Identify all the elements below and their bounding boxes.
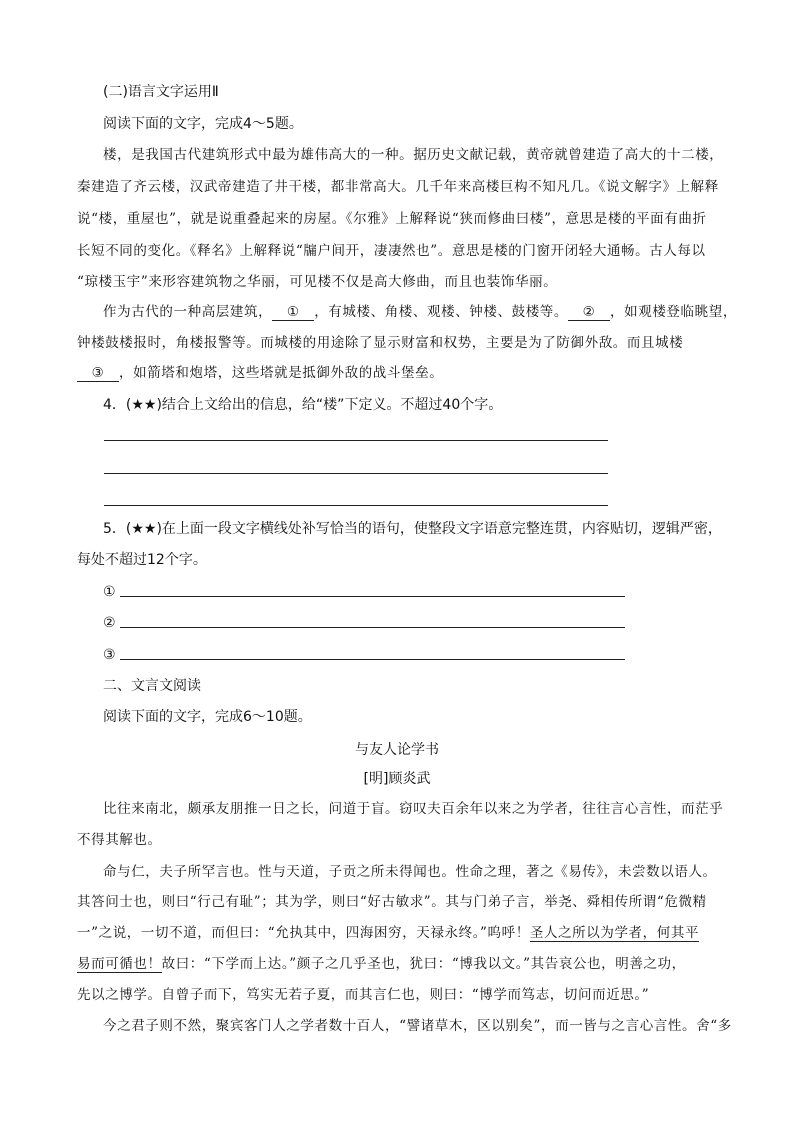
passage-text: 作为古代的一种高层建筑， xyxy=(103,304,273,320)
answer-line[interactable] xyxy=(104,505,608,506)
essay-line xyxy=(77,954,686,974)
essay-line xyxy=(77,923,699,943)
essay-title: 与友人论学书 xyxy=(355,742,439,758)
answer-line-2[interactable] xyxy=(103,613,116,633)
essay-line: 先以之博学。自曾子而下，笃实无若子夏，而其言仁也，则曰：“博学而笃志，切问而近思。” xyxy=(77,987,650,1003)
underlined-sentence: 圣人之所以为学者，何其平 xyxy=(529,925,700,941)
essay-text: 一”之说，一切不道，而但曰：“允执其中，四海困穷，天禄永终。”呜呼！ xyxy=(77,925,530,941)
passage-text: ，有城楼、角楼、观楼、钟楼、鼓楼等。 xyxy=(314,304,569,320)
question-4: 4．(★★)结合上文给出的信息，给“楼”下定义。不超过40个字。 xyxy=(103,397,503,413)
blank-3: ③ xyxy=(77,365,119,382)
blank-2: ② xyxy=(568,304,610,321)
answer-line[interactable] xyxy=(104,473,608,474)
passage-line xyxy=(77,363,443,383)
passage-text: ，如观楼登临眺望， xyxy=(610,304,737,320)
answer-line[interactable] xyxy=(104,440,608,441)
circled-number: ③ xyxy=(103,647,116,663)
instruction: 阅读下面的文字，完成6～10题。 xyxy=(103,709,312,725)
question-5: 5．(★★)在上面一段文字横线处补写恰当的语句，使整段文字语意完整连贯，内容贴切，逻辑严密， xyxy=(103,521,722,537)
answer-line-3[interactable] xyxy=(103,645,116,665)
essay-line: 今之君子则不然，聚宾客门人之学者数十百人，“譬诸草木，区以别矣”，而一皆与之言心言性。舍“多 xyxy=(103,1018,732,1034)
essay-author: [明]顾炎武 xyxy=(363,771,431,787)
section-heading: 二、文言文阅读 xyxy=(103,678,201,694)
answer-line-1[interactable] xyxy=(103,582,116,602)
essay-line: 不得其解也。 xyxy=(77,832,162,848)
circled-number: ② xyxy=(103,615,116,631)
passage-line xyxy=(103,302,737,322)
essay-text: 故曰：“下学而上达。”颜子之几乎圣也，犹曰：“博我以文。”其告哀公也，明善之功， xyxy=(161,956,686,972)
passage-line: 秦建造了齐云楼，汉武帝建造了井干楼，都非常高大。几千年来高楼巨构不知凡几。《说文解字》上解释 xyxy=(77,179,719,195)
instruction: 阅读下面的文字，完成4～5题。 xyxy=(103,116,303,132)
essay-line: 比往来南北，颇承友朋推一日之长，问道于盲。窃叹夫百余年以来之为学者，往往言心言性，而茫乎 xyxy=(103,801,724,817)
passage-line: 说“楼，重屋也”，就是说重叠起来的房屋。《尔雅》上解释说“狭而修曲曰楼”，意思是楼的平面有曲折 xyxy=(77,211,707,227)
passage-line: 楼，是我国古代建筑形式中最为雄伟高大的一种。据历史文献记载，黄帝就曾建造了高大的十二楼， xyxy=(103,147,724,163)
underlined-sentence: 易而可循也！ xyxy=(77,956,162,972)
blank-1: ① xyxy=(272,304,314,321)
passage-text: ，如箭塔和炮塔，这些塔就是抵御外敌的战斗堡垒。 xyxy=(119,365,444,381)
question-5-cont: 每处不超过12个字。 xyxy=(77,552,207,568)
essay-line: 命与仁，夫子所罕言也。性与天道，子贡之所未得闻也。性命之理，著之《易传》，未尝数以语人。 xyxy=(103,864,717,880)
section-heading: (二)语言文字运用Ⅱ xyxy=(103,84,219,100)
circled-number: ① xyxy=(103,584,116,600)
passage-line: 钟楼鼓楼报时，角楼报警等。而城楼的用途除了显示财富和权势，主要是为了防御外敌。而且城楼 xyxy=(77,335,684,351)
passage-line: 长短不同的变化。《释名》上解释说“牖户间开，凄凄然也”。意思是楼的门窗开闭轻大通畅。古人每以 xyxy=(77,243,706,259)
passage-line: “琼楼玉宇”来形容建筑物之华丽，可见楼不仅是高大修曲，而且也装饰华丽。 xyxy=(77,274,558,290)
essay-line: 其答问士也，则曰“行己有耻”；其为学，则曰“好古敏求”。其与门弟子言，举尧、舜相传所谓“危微精 xyxy=(77,894,707,910)
